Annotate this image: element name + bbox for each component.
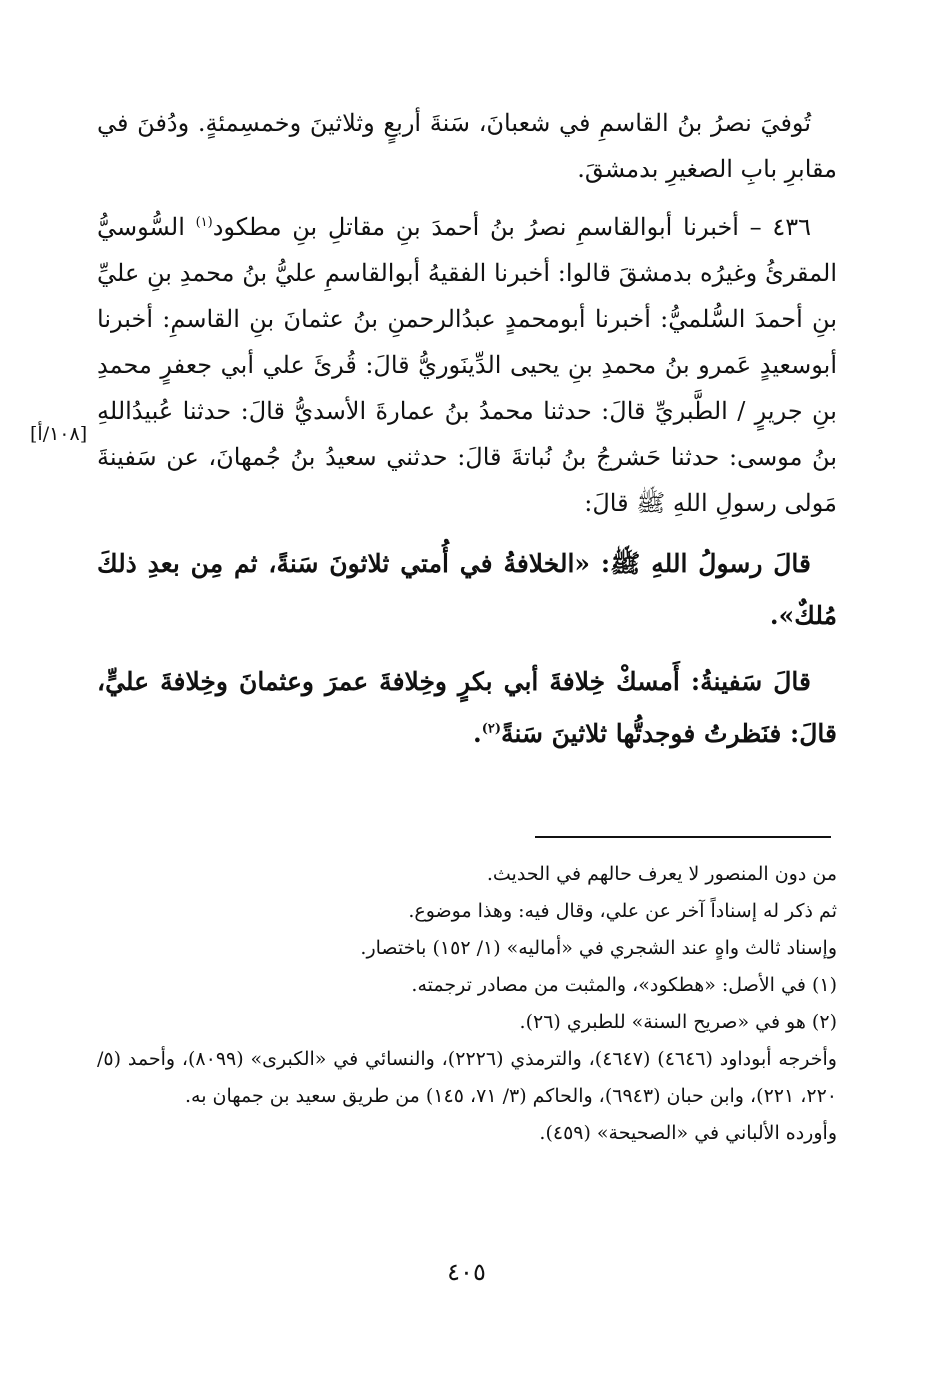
footnote-continuation-line: ثم ذكر له إسناداً آخر عن علي، وقال فيه: وهذا موضوع.: [408, 900, 837, 922]
safina-text: قالَ سَفينةُ: أَمسكْ خِلافةَ أبي بكرٍ وخِلافةَ عمرَ وعثمانَ وخِلافةَ عليٍّ، قالَ: فنَظرتُ فوجدتُّها ثلاثينَ سَنةً: [97, 667, 837, 748]
footnote-continuation-line: من دون المنصور لا يعرف حالهم في الحديث.: [486, 863, 837, 885]
safina-statement: [97, 656, 837, 760]
hadith-text: قالَ رسولُ اللهِ ﷺ: «الخلافةُ في أُمتي ثلاثونَ سَنةً، ثم مِن بعدِ ذلكَ مُلكٌ».: [97, 549, 837, 630]
isnad-text-start: ٤٣٦ – أخبرنا أبوالقاسمِ نصرُ بنُ أحمدَ بنِ مقاتلِ بنِ مطكود: [212, 213, 811, 241]
main-text: [97, 100, 837, 774]
page-number: ٤٠٥: [447, 1258, 486, 1286]
footnote-1: (١) في الأصل: «هطكود»، والمثبت من مصادر ترجمته.: [411, 974, 837, 996]
footnotes: [97, 856, 837, 1152]
footnote-2-albani: وأورده الألباني في «الصحيحة» (٤٥٩).: [539, 1122, 837, 1144]
footnote-continuation-line: وإسناد ثالث واهٍ عند الشجري في «أماليه» (١/ ١٥٢) باختصار.: [360, 937, 837, 959]
isnad-text-rest: السُّوسيُّ المقرئُ وغيرُه بدمشقَ قالوا: أخبرنا الفقيهُ أبوالقاسمِ عليُّ بنُ محمدِ بنِ عليِّ بنِ أحمدَ السُّلميُّ: أخبرنا أبومحمدٍ عبدُالرحمنِ بنُ عثمانَ بنِ القاسمِ: أخبرنا أبوسعيدٍ عَمرو بنُ محمدِ بنِ يحيى الدِّينَوريُّ قالَ: قُرئَ علي أبي جعفرٍ محمدِ بنِ جريرٍ / الطَّبريِّ قالَ: حدثنا محمدُ بنُ عمارةَ الأسديُّ قالَ: حدثنا عُبيدُاللهِ بنُ موسى: حدثنا حَشرجُ بنُ نُباتةَ قالَ: حدثني سعيدُ بنُ جُمهانَ، عن سَفينةَ مَولى رسولِ اللهِ ﷺ قالَ:: [97, 213, 837, 517]
footnote-separator: [535, 836, 831, 838]
footnote-2-takhrij: وأخرجه أبوداود (٤٦٤٦) (٤٦٤٧)، والترمذي (٢٢٢٦)، والنسائي في «الكبرى» (٨٠٩٩)، وأحمد (٥/ ٢٢٠، ٢٢١)، وابن حبان (٦٩٤٣)، والحاكم (٣/ ٧١، ١٤٥) من طريق سعيد بن جمهان به.: [97, 1048, 837, 1107]
paragraph-isnad: [97, 204, 837, 526]
footnote-marker-2[interactable]: (٢): [481, 721, 502, 737]
manuscript-folio-ref: [١٠٨/أ]: [30, 423, 88, 445]
paragraph-death-note: تُوفيَ نصرُ بنُ القاسمِ في شعبانَ، سَنةَ أربعٍ وثلاثينَ وخمسِمئةٍ. ودُفنَ في مقابرِ بابِ الصغيرِ بدمشقَ.: [97, 109, 837, 183]
footnote-marker-1[interactable]: (١): [195, 215, 213, 230]
footnote-2: (٢) هو في «صريح السنة» للطبري (٢٦).: [519, 1011, 837, 1033]
safina-text-end: .: [473, 719, 482, 748]
